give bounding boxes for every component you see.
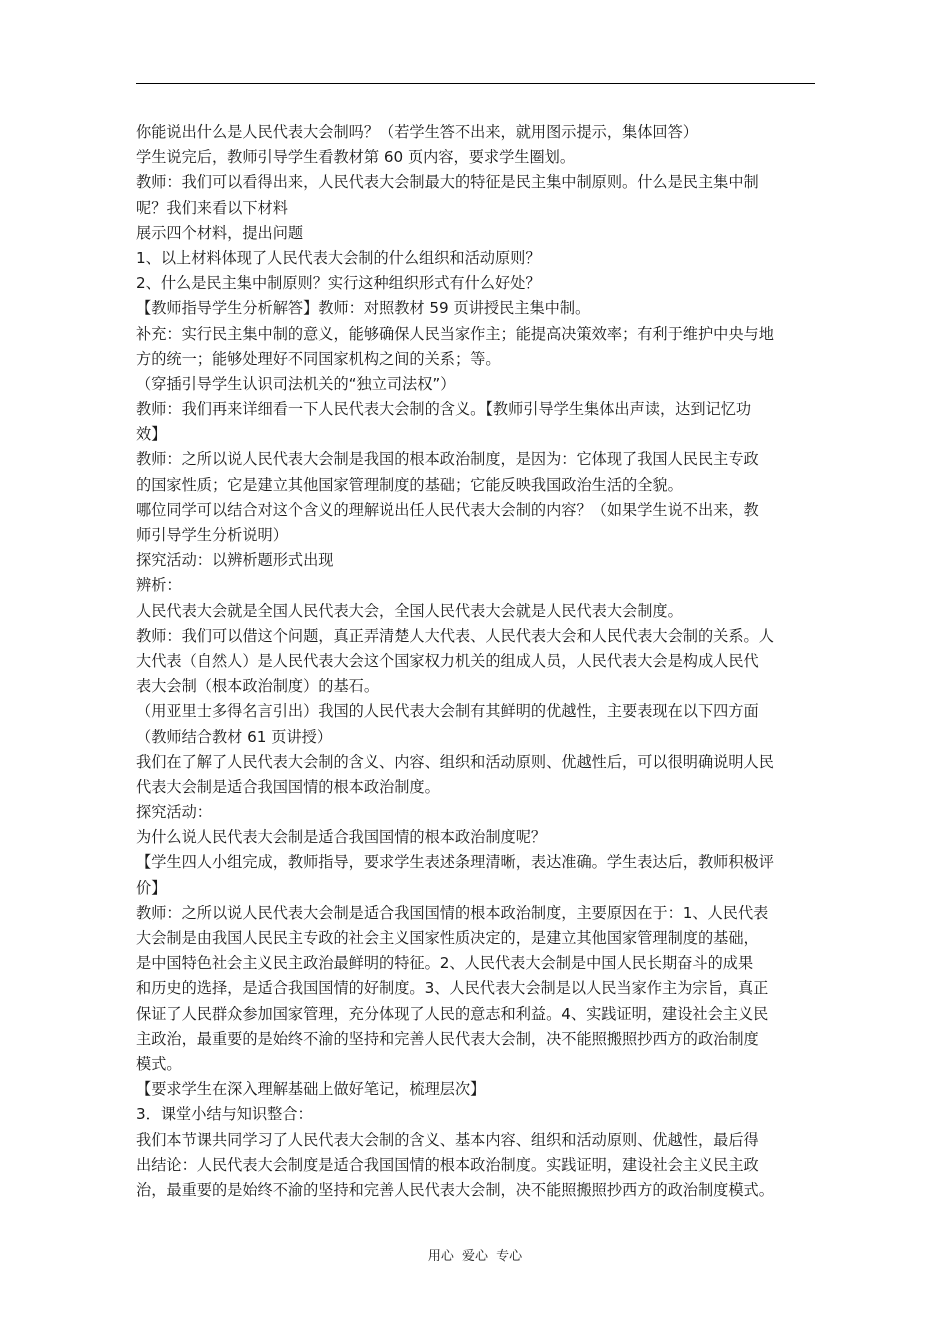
text-line: 我们本节课共同学习了人民代表大会制的含义、基本内容、组织和活动原则、优越性，最后得 xyxy=(136,1130,759,1149)
text-line: （用亚里士多得名言引出）我国的人民代表大会制有其鲜明的优越性，主要表现在以下四方面 xyxy=(136,702,759,721)
text-line: 是中国特色社会主义民主政治最鲜明的特征。2、人民代表大会制是中国人民长期奋斗的成果 xyxy=(136,954,754,973)
text-line: 探究活动：以辨析题形式出现 xyxy=(136,551,334,570)
text-line: 人民代表大会就是全国人民代表大会，全国人民代表大会就是人民代表大会制度。 xyxy=(136,601,683,620)
document-body xyxy=(136,120,820,1203)
text-line: （穿插引导学生认识司法机关的“独立司法权”） xyxy=(136,374,456,393)
text-line: 模式。 xyxy=(136,1054,182,1073)
text-line: 1、以上材料体现了人民代表大会制的什么组织和活动原则？ xyxy=(136,248,541,267)
text-line: 3．课堂小结与知识整合： xyxy=(136,1105,313,1124)
text-line: 教师：之所以说人民代表大会制是我国的根本政治制度，是因为：它体现了我国人民民主专政 xyxy=(136,450,759,469)
text-line: 教师：我们再来详细看一下人民代表大会制的含义。【教师引导学生集体出声读，达到记忆功 xyxy=(136,400,752,419)
text-line: 展示四个材料，提出问题 xyxy=(136,223,304,242)
text-line: 2、什么是民主集中制原则？实行这种组织形式有什么好处？ xyxy=(136,274,541,293)
text-line: 你能说出什么是人民代表大会制吗？（若学生答不出来，就用图示提示，集体回答） xyxy=(136,123,698,141)
text-line: 教师：之所以说人民代表大会制是适合我国国情的根本政治制度，主要原因在于：1、人民代表 xyxy=(136,903,769,922)
text-line: 呢？我们来看以下材料 xyxy=(136,198,288,217)
text-line: 主政治，最重要的是始终不渝的坚持和完善人民代表大会制，决不能照搬照抄西方的政治制度 xyxy=(136,1029,759,1048)
text-line: 价】 xyxy=(136,878,167,897)
text-line: 方的统一；能够处理好不同国家机构之间的关系；等。 xyxy=(136,349,501,368)
header-rule xyxy=(136,83,815,84)
text-line: （教师结合教材 61 页讲授） xyxy=(136,727,333,746)
text-line: 教师：我们可以看得出来，人民代表大会制最大的特征是民主集中制原则。什么是民主集中制 xyxy=(136,173,759,192)
text-line: 我们在了解了人民代表大会制的含义、内容、组织和活动原则、优越性后，可以很明确说明人民 xyxy=(136,752,774,771)
text-line: 治，最重要的是始终不渝的坚持和完善人民代表大会制，决不能照搬照抄西方的政治制度模式。 xyxy=(136,1180,774,1199)
text-line: 教师：我们可以借这个问题，真正弄清楚人大代表、人民代表大会和人民代表大会制的关系。人 xyxy=(136,626,774,645)
text-line: 和历史的选择，是适合我国国情的好制度。3、人民代表大会制是以人民当家作主为宗旨，真正 xyxy=(136,979,769,998)
text-line: 【教师指导学生分析解答】教师：对照教材 59 页讲授民主集中制。 xyxy=(136,299,591,318)
page-footer: 用心 爱心 专心 xyxy=(427,1249,523,1264)
text-line: 辨析： xyxy=(136,576,182,595)
text-line: 探究活动： xyxy=(136,803,212,822)
text-line: 大代表（自然人）是人民代表大会这个国家权力机关的组成人员，人民代表大会是构成人民代 xyxy=(136,651,759,670)
text-line: 补充：实行民主集中制的意义，能够确保人民当家作主；能提高决策效率；有利于维护中央与地 xyxy=(136,324,774,343)
text-line: 为什么说人民代表大会制是适合我国国情的根本政治制度呢？ xyxy=(136,828,547,847)
text-line: 效】 xyxy=(136,425,167,444)
text-line: 【要求学生在深入理解基础上做好笔记，梳理层次】 xyxy=(136,1080,486,1099)
text-line: 大会制是由我国人民民主专政的社会主义国家性质决定的，是建立其他国家管理制度的基础， xyxy=(136,929,759,947)
text-line: 【学生四人小组完成，教师指导，要求学生表述条理清晰，表达准确。学生表达后，教师积极评 xyxy=(136,853,774,872)
text-line: 出结论：人民代表大会制度是适合我国国情的根本政治制度。实践证明，建设社会主义民主政 xyxy=(136,1155,759,1174)
text-line: 代表大会制是适合我国国情的根本政治制度。 xyxy=(136,777,440,796)
text-line: 学生说完后，教师引导学生看教材第 60 页内容，要求学生圈划。 xyxy=(136,148,576,167)
text-line: 的国家性质；它是建立其他国家管理制度的基础；它能反映我国政治生活的全貌。 xyxy=(136,475,683,494)
text-line: 保证了人民群众参加国家管理，充分体现了人民的意志和利益。4、实践证明，建设社会主义民 xyxy=(136,1004,769,1023)
text-line: 表大会制（根本政治制度）的基石。 xyxy=(136,677,379,696)
text-line: 师引导学生分析说明） xyxy=(136,526,288,544)
text-line: 哪位同学可以结合对这个含义的理解说出任人民代表大会制的内容？（如果学生说不出来，教 xyxy=(136,500,759,519)
